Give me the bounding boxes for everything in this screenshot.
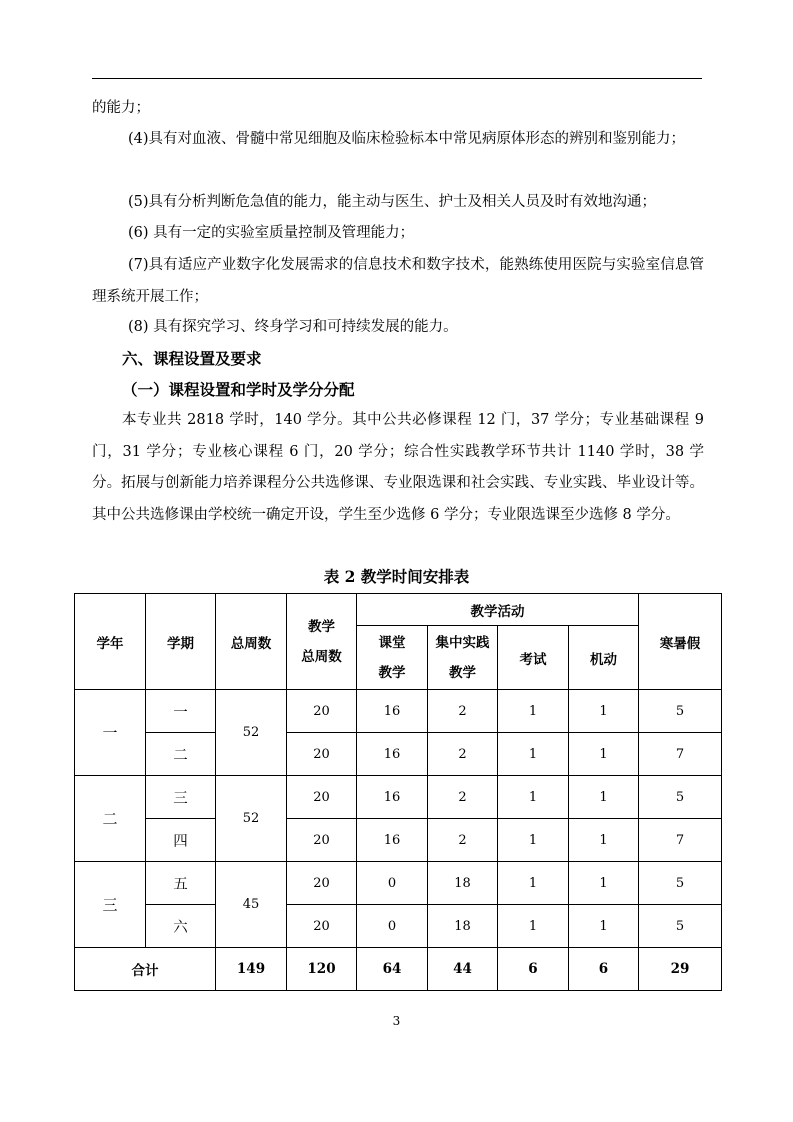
- header-teaching-weeks: [287, 594, 357, 690]
- classroom-cell: 0: [357, 862, 428, 905]
- vacation-cell: 5: [639, 905, 722, 948]
- teaching-weeks-sum: 120: [287, 948, 357, 991]
- semester-cell: 三: [146, 776, 216, 819]
- exam-cell: 1: [498, 862, 569, 905]
- vacation-cell: 7: [639, 819, 722, 862]
- table-caption: 表 2 教学时间安排表: [323, 567, 470, 586]
- practice-cell: 2: [428, 819, 498, 862]
- practice-cell: 18: [428, 862, 498, 905]
- table-row: [75, 862, 722, 905]
- header-rule: [92, 78, 702, 79]
- semester-cell: 六: [146, 905, 216, 948]
- practice-sum: 44: [428, 948, 498, 991]
- page-number: 3: [392, 1014, 401, 1028]
- header-classroom: [357, 626, 428, 690]
- exam-cell: 1: [498, 733, 569, 776]
- table-row: [75, 690, 722, 733]
- header-total-weeks: 总周数: [216, 594, 287, 690]
- header-classroom-line2: 教学: [378, 664, 406, 681]
- year-cell: 一: [75, 690, 146, 776]
- teaching-weeks-cell: 20: [287, 862, 357, 905]
- vacation-cell: 5: [639, 862, 722, 905]
- paragraph-course-summary: 本专业共 2818 学时，140 学分。其中公共必修课程 12 门，37 学分；专业基础课程 9 门，31 学分；专业核心课程 6 门，20 学分；综合性实践教学环节共计 1140 学时，38 学分。拓展与创新能力培养课程分公共选修课、专业限选课和社会实践、专业实践、毕业设计等。其中公共选修课由学校统一确定开设，学生至少选修 6 学分；专业限选课至少选修 8 学分。: [92, 412, 704, 523]
- paragraph-continuation: 的能力；: [92, 100, 150, 116]
- header-classroom-line1: 课堂: [378, 634, 406, 651]
- header-semester: 学期: [146, 594, 216, 690]
- flexible-cell: 1: [569, 690, 639, 733]
- year-cell: 三: [75, 862, 146, 948]
- classroom-cell: 16: [357, 733, 428, 776]
- paragraph-item-4: (4)具有对血液、骨髓中常见细胞及临床检验标本中常见病原体形态的辨别和鉴别能力；: [128, 131, 686, 147]
- exam-sum: 6: [498, 948, 569, 991]
- exam-cell: 1: [498, 776, 569, 819]
- header-practice-line1: 集中实践: [435, 634, 490, 651]
- vacation-cell: 5: [639, 776, 722, 819]
- paragraph-item-8: (8) 具有探究学习、终身学习和可持续发展的能力。: [128, 319, 458, 335]
- section-heading: 六、课程设置及要求: [122, 349, 262, 368]
- table-total-row: [75, 948, 722, 991]
- total-label: 合计: [75, 948, 216, 991]
- table-row: [75, 819, 722, 862]
- classroom-cell: 16: [357, 819, 428, 862]
- classroom-cell: 16: [357, 690, 428, 733]
- teaching-weeks-cell: 20: [287, 905, 357, 948]
- header-activities: 教学活动: [357, 594, 639, 626]
- paragraph-item-5: (5)具有分析判断危急值的能力，能主动与医生、护士及相关人员及时有效地沟通；: [128, 194, 657, 210]
- table-row: [75, 776, 722, 819]
- practice-cell: 2: [428, 776, 498, 819]
- paragraph-item-6: (6) 具有一定的实验室质量控制及管理能力；: [128, 225, 415, 241]
- vacation-cell: 5: [639, 690, 722, 733]
- flexible-cell: 1: [569, 862, 639, 905]
- vacation-sum: 29: [639, 948, 722, 991]
- semester-cell: 四: [146, 819, 216, 862]
- table-row: [75, 733, 722, 776]
- teaching-weeks-cell: 20: [287, 733, 357, 776]
- flexible-cell: 1: [569, 905, 639, 948]
- exam-cell: 1: [498, 690, 569, 733]
- schedule-table: [74, 593, 722, 991]
- teaching-weeks-cell: 20: [287, 776, 357, 819]
- paragraph-item-7: (7)具有适应产业数字化发展需求的信息技术和数字技术，能熟练使用医院与实验室信息管理系统开展工作；: [92, 257, 704, 305]
- classroom-sum: 64: [357, 948, 428, 991]
- practice-cell: 2: [428, 690, 498, 733]
- year-cell: 二: [75, 776, 146, 862]
- header-exam: 考试: [498, 626, 569, 690]
- total-weeks-cell: 45: [216, 862, 287, 948]
- practice-cell: 18: [428, 905, 498, 948]
- practice-cell: 2: [428, 733, 498, 776]
- teaching-weeks-cell: 20: [287, 690, 357, 733]
- vacation-cell: 7: [639, 733, 722, 776]
- flexible-cell: 1: [569, 733, 639, 776]
- total-weeks-sum: 149: [216, 948, 287, 991]
- classroom-cell: 0: [357, 905, 428, 948]
- semester-cell: 一: [146, 690, 216, 733]
- header-teaching-weeks-line1: 教学: [308, 618, 335, 635]
- flexible-sum: 6: [569, 948, 639, 991]
- subsection-heading: （一）课程设置和学时及学分分配: [122, 380, 355, 399]
- header-practice-line2: 教学: [449, 664, 476, 681]
- table-row: [75, 905, 722, 948]
- header-practice: [428, 626, 498, 690]
- header-year: 学年: [75, 594, 146, 690]
- flexible-cell: 1: [569, 819, 639, 862]
- exam-cell: 1: [498, 819, 569, 862]
- header-teaching-weeks-line2: 总周数: [301, 648, 342, 665]
- header-vacation: 寒暑假: [639, 594, 722, 690]
- total-weeks-cell: 52: [216, 690, 287, 776]
- exam-cell: 1: [498, 905, 569, 948]
- semester-cell: 五: [146, 862, 216, 905]
- flexible-cell: 1: [569, 776, 639, 819]
- header-flexible: 机动: [569, 626, 639, 690]
- semester-cell: 二: [146, 733, 216, 776]
- classroom-cell: 16: [357, 776, 428, 819]
- teaching-weeks-cell: 20: [287, 819, 357, 862]
- total-weeks-cell: 52: [216, 776, 287, 862]
